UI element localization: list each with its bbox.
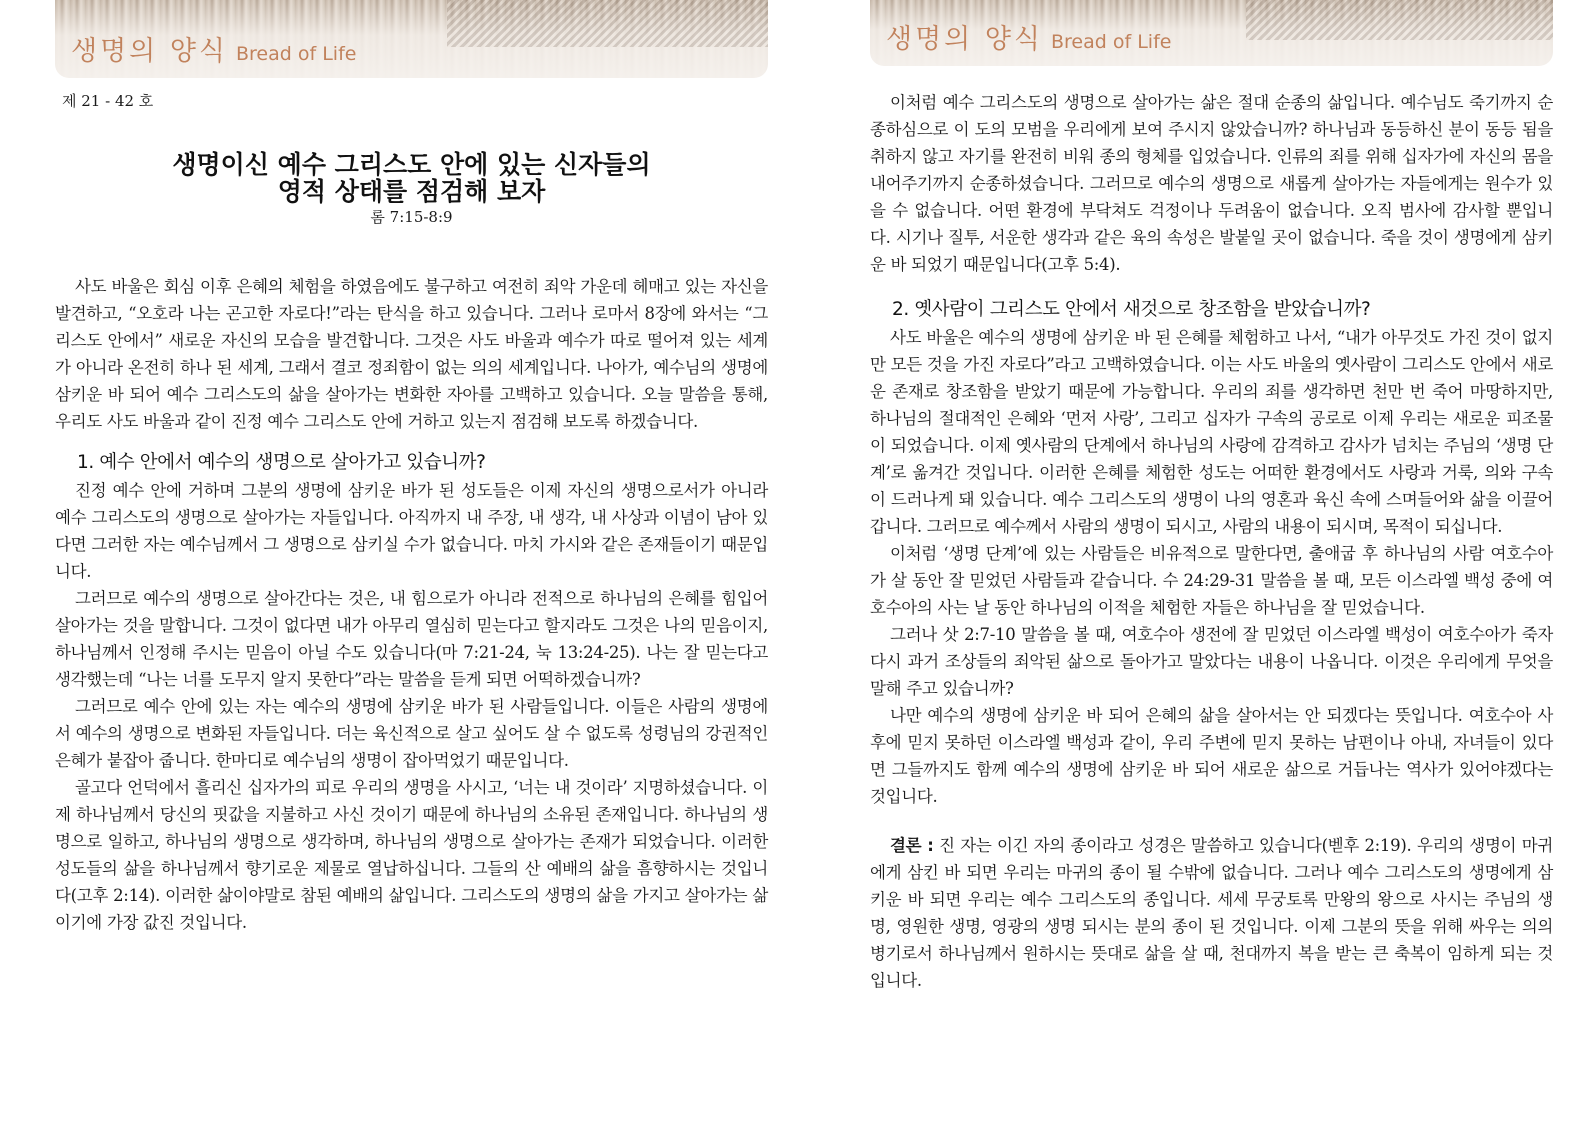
header-banner [870,0,1553,66]
banner-photo [1246,0,1553,40]
header-banner [55,0,768,78]
section-heading-2: 2. 옛사람이 그리스도 안에서 새것으로 창조함을 받았습니까? [892,299,1371,320]
body-paragraph: 그러므로 예수 안에 있는 자는 예수의 생명에 삼키운 바가 된 사람들입니다. 이들은 사람의 생명에서 예수의 생명으로 변화된 자들입니다. 더는 육신적으로 살고 싶어도 살 수 없도록 성령님의 강권적인 은혜가 붙잡아 줍니다. 한마디로 예수님의 생명이 잡아먹었기 때문입니다. [55,697,768,770]
body-paragraph: 이처럼 ‘생명 단계’에 있는 사람들은 비유적으로 말한다면, 출애굽 후 하나님의 사람 여호수아가 살 동안 잘 믿었던 사람들과 같습니다. 수 24:29-31 말씀을 볼 때, 모든 이스라엘 백성 중에 여호수아의 사는 날 동안 하나님의 이적을 체험한 자들은 하나님을 잘 믿었습니다. [870,544,1553,617]
banner-title-english: Bread of Life [1051,31,1172,53]
banner-title [71,29,356,68]
body-paragraph: 그러나 삿 2:7-10 말씀을 볼 때, 여호수아 생전에 잘 믿었던 이스라엘 백성이 여호수아가 죽자 다시 과거 조상들의 죄악된 삶으로 돌아가고 말았다는 내용이 나옵니다. 이것은 우리에게 무엇을 말해 주고 있습니까? [870,625,1553,698]
sermon-title-line1: 생명이신 예수 그리스도 안에 있는 신자들의 [172,150,651,179]
left-page [55,0,768,936]
body-paragraph: 진정 예수 안에 거하며 그분의 생명에 삼키운 바가 된 성도들은 이제 자신의 생명으로서가 아니라 예수 그리스도의 생명으로 살아가는 자들입니다. 아직까지 내 주장, 내 생각, 내 사상과 이념이 남아 있다면 그러한 자는 예수님께서 그 생명으로 삼키실 수가 없습니다. 마치 가시와 같은 존재들이기 때문입니다. [55,481,768,581]
conclusion-label: 결론 : [890,836,934,855]
banner-title-korean: 생명의 양식 [886,24,1043,55]
conclusion-paragraph [870,832,1553,994]
banner-title [886,17,1171,56]
body-paragraph: 그러므로 예수의 생명으로 살아간다는 것은, 내 힘으로가 아니라 전적으로 하나님의 은혜를 힘입어 살아가는 것을 말합니다. 그것이 없다면 내가 아무리 열심히 믿는다고 할지라도 그것은 나의 믿음이지, 하나님께서 인정해 주시는 믿음이 아닐 수도 있습니다(마 7:21-24, 눅 13:24-25). 나는 잘 믿는다고 생각했는데 “나는 너를 도무지 알지 못한다”라는 말씀을 듣게 되면 어떡하겠습니까? [55,589,768,689]
body-paragraph: 나만 예수의 생명에 삼키운 바 되어 은혜의 삶을 살아서는 안 되겠다는 뜻입니다. 여호수아 사후에 믿지 못하던 이스라엘 백성과 같이, 우리 주변에 믿지 못하는 남편이나 아내, 자녀들이 있다면 그들까지도 함께 예수의 생명에 삼키운 바 되어 새로운 삶으로 거듭나는 역사가 있어야겠다는 것입니다. [870,706,1553,806]
conclusion-text: 진 자는 이긴 자의 종이라고 성경은 말씀하고 있습니다(벧후 2:19). 우리의 생명이 마귀에게 삼킨 바 되면 우리는 마귀의 종이 될 수밖에 없습니다. 그러나 예수 그리스도의 생명에게 삼키운 바 되면 우리는 예수 그리스도의 종입니다. 세세 무궁토록 만왕의 왕으로 사시는 주님의 생명, 영원한 생명, 영광의 생명 되시는 분의 종이 된 것입니다. 이제 그분의 뜻을 위해 싸우는 의의 병기로서 하나님께서 원하시는 뜻대로 삶을 살 때, 천대까지 복을 받는 큰 축복이 임하게 되는 것입니다. [870,836,1553,990]
body-paragraph: 골고다 언덕에서 흘리신 십자가의 피로 우리의 생명을 사시고, ‘너는 내 것이라’ 지명하셨습니다. 이제 하나님께서 당신의 핏값을 지불하고 사신 것이기 때문에 하나님의 소유된 존재입니다. 하나님의 생명으로 일하고, 하나님의 생명으로 생각하며, 하나님의 생명으로 살아가는 존재가 되었습니다. 이러한 성도들의 삶을 하나님께서 향기로운 제물로 열납하십니다. 그들의 산 예배의 삶을 흠향하시는 것입니다(고후 2:14). 이러한 삶이야말로 참된 예배의 삶입니다. 그리스도의 생명의 삶을 가지고 살아가는 삶이기에 가장 값진 것입니다. [55,778,768,932]
right-page [870,0,1553,994]
banner-photo [447,0,768,47]
sermon-title [55,151,768,205]
banner-title-english: Bread of Life [236,43,357,65]
sermon-title-line2: 영적 상태를 점검해 보자 [277,177,546,206]
body-paragraph: 이처럼 예수 그리스도의 생명으로 살아가는 삶은 절대 순종의 삶입니다. 예수님도 죽기까지 순종하심으로 이 도의 모범을 우리에게 보여 주시지 않았습니까? 하나님과 동등하신 분이 동등 됨을 취하지 않고 자기를 완전히 비워 종의 형체를 입었습니다. 인류의 죄를 위해 십자가에 자신의 몸을 내어주기까지 순종하셨습니다. 그러므로 예수의 생명으로 새롭게 살아가는 자들에게는 원수가 있을 수 없습니다. 어떤 환경에 부닥쳐도 걱정이나 두려움이 없습니다. 오직 범사에 감사할 뿐입니다. 시기나 질투, 서운한 생각과 같은 육의 속성은 발붙일 곳이 없습니다. 죽을 것이 생명에게 삼키운 바 되었기 때문입니다(고후 5:4). [870,93,1553,274]
section-heading-1: 1. 예수 안에서 예수의 생명으로 살아가고 있습니까? [77,452,486,473]
banner-title-korean: 생명의 양식 [71,36,228,67]
issue-number: 제 21 - 42 호 [62,92,154,110]
body-paragraph: 사도 바울은 예수의 생명에 삼키운 바 된 은혜를 체험하고 나서, “내가 아무것도 가진 것이 없지만 모든 것을 가진 자로다”라고 고백하였습니다. 이는 사도 바울의 옛사람이 그리스도 안에서 새로운 존재로 창조함을 받았기 때문에 가능합니다. 우리의 죄를 생각하면 천만 번 죽어 마땅하지만, 하나님의 절대적인 은혜와 ‘먼저 사랑’, 그리고 십자가 구속의 공로로 이제 우리는 새로운 피조물이 되었습니다. 이제 옛사람의 단계에서 하나님의 사랑에 감격하고 감사가 넘치는 주님의 ‘생명 단계’로 옮겨간 것입니다. 이러한 은혜를 체험한 성도는 어떠한 환경에서도 사랑과 거룩, 의와 구속이 드러나게 돼 있습니다. 예수 그리스도의 생명이 나의 영혼과 육신 속에 스며들어와 삶을 이끌어 갑니다. 그러므로 예수께서 사람의 생명이 되시고, 사람의 내용이 되시며, 목적이 되십니다. [870,328,1553,536]
intro-paragraph: 사도 바울은 회심 이후 은혜의 체험을 하였음에도 불구하고 여전히 죄악 가운데 헤매고 있는 자신을 발견하고, “오호라 나는 곤고한 자로다!”라는 탄식을 하고 있습니다. 그러나 로마서 8장에 와서는 “그리스도 안에서” 새로운 자신의 모습을 발견합니다. 그것은 사도 바울과 예수가 따로 떨어져 있는 세계가 아니라 온전히 하나 된 세계, 그래서 결코 정죄함이 없는 의의 세계입니다. 나아가, 예수님의 생명에 삼키운 바 되어 예수 그리스도의 삶을 살아가는 변화한 자아를 고백하고 있습니다. 오늘 말씀을 통해, 우리도 사도 바울과 같이 진정 예수 그리스도 안에 거하고 있는지 점검해 보도록 하겠습니다. [55,277,768,431]
scripture-reference: 롬 7:15-8:9 [370,208,453,226]
